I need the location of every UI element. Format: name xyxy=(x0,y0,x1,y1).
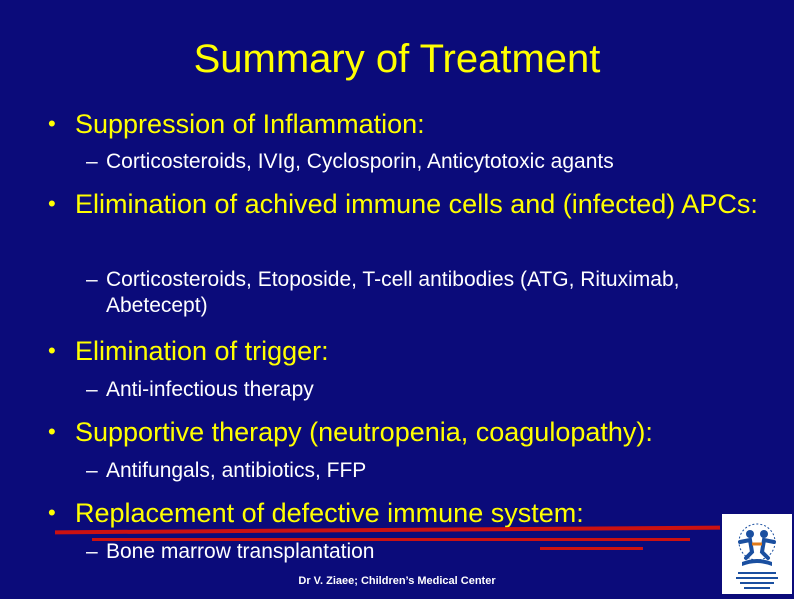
sub-text: Anti-infectious therapy xyxy=(106,378,314,401)
bullet-text: Supportive therapy (neutropenia, coagulopathy): xyxy=(75,417,653,447)
childrens-medical-center-logo-icon xyxy=(722,514,792,594)
sub-text: Antifungals, antibiotics, FFP xyxy=(106,459,367,482)
bullet-icon: • xyxy=(48,338,56,363)
slide-title: Summary of Treatment xyxy=(193,37,601,81)
sub-text: Bone marrow transplantation xyxy=(106,540,375,563)
dash-icon: – xyxy=(86,268,98,291)
bullet-icon: • xyxy=(48,111,56,136)
dash-icon: – xyxy=(86,150,98,173)
bullet-icon: • xyxy=(48,419,56,444)
slide-footer: Dr V. Ziaee; Children’s Medical Center xyxy=(298,575,496,587)
bullet-icon: • xyxy=(48,191,56,216)
bullet-text: Elimination of achived immune cells and (infected) APCs: xyxy=(75,189,758,219)
sub-text: Corticosteroids, Etoposide, T-cell antibodies (ATG, Rituximab, Abetecept) xyxy=(106,268,680,317)
sub-text: Corticosteroids, IVIg, Cyclosporin, Anticytotoxic agants xyxy=(106,150,614,173)
bullet-text: Replacement of defective immune system: xyxy=(75,498,584,528)
dash-icon: – xyxy=(86,378,98,401)
dash-icon: – xyxy=(86,459,98,482)
bullet-text: Suppression of Inflammation: xyxy=(75,109,425,139)
hospital-logo xyxy=(722,514,792,594)
bullet-text: Elimination of trigger: xyxy=(75,336,329,366)
bullet-icon: • xyxy=(48,500,56,525)
dash-icon: – xyxy=(86,540,98,563)
